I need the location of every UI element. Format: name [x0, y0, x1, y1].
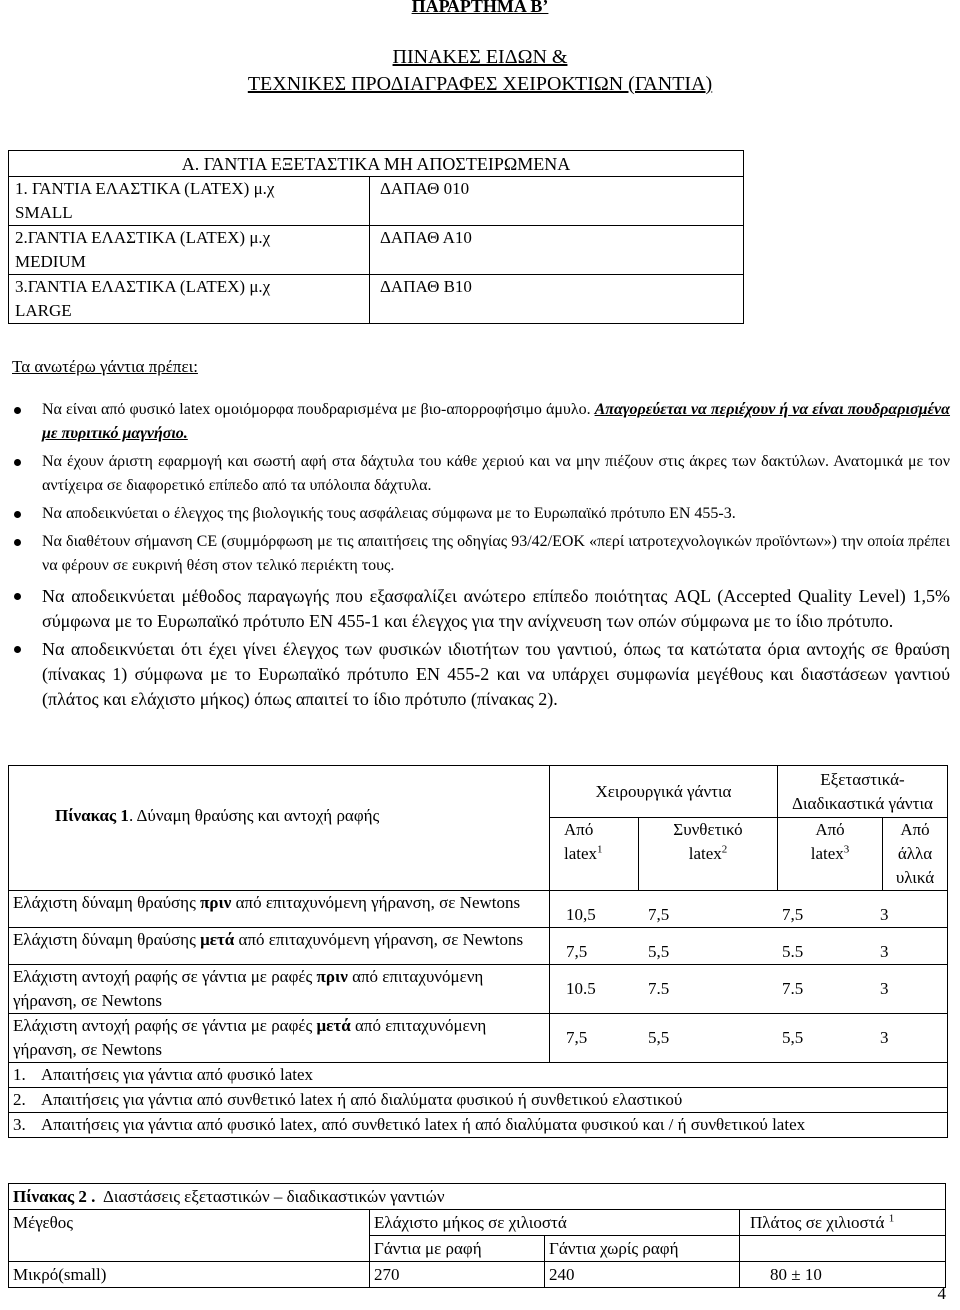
header-size: Μέγεθος [9, 1210, 370, 1262]
note-text: Απαιτήσεις για γάντια από φυσικό latex, από συνθετικό latex ή από διαλύματα φυσικού και / ή συνθετικού latex [41, 1115, 806, 1134]
table1-caption [9, 766, 550, 891]
value-exam-latex: 5,5 [782, 1028, 804, 1047]
catalog-item-2-size: MEDIUM [15, 252, 86, 271]
header-with-seam: Γάντια με ραφή [370, 1236, 545, 1262]
col-other-materials [883, 818, 948, 891]
value-synthetic-latex: 7.5 [648, 979, 670, 998]
header-width-text: Πλάτος σε χιλιοστά [750, 1213, 885, 1232]
glove-dimensions-table [8, 1183, 946, 1288]
note-number: 1. [13, 1065, 26, 1084]
catalog-item-3-size: LARGE [15, 301, 72, 320]
row-with-seam: 270 [370, 1262, 545, 1288]
exam-gloves-header-line1: Εξεταστικά- [820, 770, 905, 789]
catalog-item-3-name: 3.ΓΑΝΤΙΑ ΕΛΑΣΤΙΚΑ (LATEX) μ.χ [15, 277, 271, 296]
header-width-note: 1 [888, 1212, 895, 1225]
value-natural-latex: 7,5 [566, 1028, 588, 1047]
note-text: Απαιτήσεις για γάντια από συνθετικό latex ή από διαλύματα φυσικού ή συνθετικού ελαστικού [41, 1090, 683, 1109]
table-row [9, 891, 948, 928]
col-synthetic-latex-line1: Συνθετικό [673, 820, 743, 839]
header-width [740, 1210, 946, 1236]
note-text: Απαιτήσεις για γάντια από φυσικό latex [41, 1065, 314, 1084]
note-number: 2. [13, 1090, 26, 1109]
col-exam-latex-line1: Από [815, 820, 845, 839]
catalog-item-1-code: ΔΑΠΑΘ 010 [370, 177, 744, 226]
catalog-item-2-name: 2.ΓΑΝΤΙΑ ΕΛΑΣΤΙΚΑ (LATEX) μ.χ [15, 228, 271, 247]
tensile-strength-table [8, 765, 948, 1138]
row-label: Ελάχιστη αντοχή ραφής σε γάντια με ραφές μετά από επιταχυνόμενη γήρανση, σε Newtons [9, 1014, 550, 1063]
value-other-materials: 3 [880, 1028, 889, 1047]
value-natural-latex: 10,5 [566, 905, 596, 924]
header-width-blank [740, 1236, 946, 1262]
row-label: Ελάχιστη δύναμη θραύσης μετά από επιταχυνόμενη γήρανση, σε Newtons [9, 928, 550, 965]
row-label: Ελάχιστη αντοχή ραφής σε γάντια με ραφές πριν από επιταχυνόμενη γήρανση, σε Newtons [9, 965, 550, 1014]
col-exam-latex [778, 818, 883, 891]
row-label: Ελάχιστη δύναμη θραύσης πριν από επιταχυνόμενη γήρανση, σε Newtons [9, 891, 550, 928]
section-a-heading: Α. ΓΑΝΤΙΑ ΕΞΕΤΑΣΤΙΚΑ ΜΗ ΑΠΟΣΤΕΙΡΩΜΕΝΑ [9, 151, 744, 177]
value-exam-latex: 7,5 [782, 905, 804, 924]
row-width: 80 ± 10 [740, 1262, 946, 1288]
appendix-label: ΠΑΡΑΡΤΗΜΑ Β’ [411, 0, 549, 16]
col-natural-latex-note: 1 [597, 843, 603, 856]
requirement-item: Να αποδεικνύεται μέθοδος παραγωγής που εξασφαλίζει ανώτερο επίπεδο ποιότητας AQL (Accepted Quality Level) 1,5% σύμφωνα με το Ευρωπαϊκό πρότυπο ΕΝ 455-1 και έλεγχος για την ανίχνευση των οπών σύμφωνα με το ίδιο πρότυπο. [0, 584, 950, 634]
value-synthetic-latex: 7,5 [648, 905, 670, 924]
col-natural-latex-line1: Από [564, 820, 594, 839]
catalog-item-1 [9, 177, 370, 226]
table2-caption-label: Πίνακας 2 . [13, 1187, 96, 1206]
exam-gloves-header [778, 766, 948, 818]
catalog-item-3 [9, 275, 370, 324]
catalog-item-3-code: ΔΑΠΑΘ Β10 [370, 275, 744, 324]
gloves-catalog-table [8, 150, 744, 324]
table-note [9, 1063, 948, 1088]
row-values [550, 928, 948, 965]
page-title-line1: ΠΙΝΑΚΕΣ ΕΙΔΩΝ & [392, 46, 568, 68]
table-note [9, 1088, 948, 1113]
value-other-materials: 3 [880, 905, 889, 924]
col-synthetic-latex-line2: latex [688, 844, 722, 863]
table-row [9, 965, 948, 1014]
table1-caption-text: . Δύναμη θραύσης και αντοχή ραφής [128, 806, 380, 825]
page-number: 4 [937, 1284, 946, 1303]
table2-caption-text: Διαστάσεις εξεταστικών – διαδικαστικών γαντιών [95, 1187, 445, 1206]
requirement-item: Να έχουν άριστη εφαρμογή και σωστή αφή στα δάχτυλα του κάθε χεριού και να μην πιέζουν στις άκρες των δακτύλων. Ανατομικά με τον αντίχειρα σε διαφορετικό επίπεδο από τα υπόλοιπα δάχτυλα. [0, 450, 950, 498]
header-without-seam: Γάντια χωρίς ραφή [545, 1236, 740, 1262]
requirement-item: Να αποδεικνύεται ότι έχει γίνει έλεγχος των φυσικών ιδιοτήτων του γαντιού, όπως τα κατώτατα όρια αντοχής σε θραύση (πίνακας 1) σύμφωνα με το Ευρωπαϊκό πρότυπο ΕΝ 455-2 και να υπάρχει συμφωνία μεγέθους και διαστάσεων γαντιού (πλάτος και ελάχιστο μήκος) όπως απαιτεί το ίδιο πρότυπο (πίνακας 2). [0, 637, 950, 712]
col-synthetic-latex-note: 2 [721, 843, 728, 856]
requirements-list [0, 398, 950, 712]
requirement-item: Να αποδεικνύεται ο έλεγχος της βιολογικής τους ασφάλειας σύμφωνα με το Ευρωπαϊκό πρότυπο ΕΝ 455-3. [0, 502, 950, 526]
requirements-heading: Τα ανωτέρω γάντια πρέπει: [12, 357, 198, 376]
table1-caption-label: Πίνακας 1 [55, 806, 129, 825]
table2-caption [9, 1184, 946, 1210]
row-without-seam: 240 [545, 1262, 740, 1288]
requirement-item [0, 398, 950, 446]
catalog-item-1-size: SMALL [15, 203, 73, 222]
col-natural-latex-line2: latex [564, 844, 598, 863]
requirement-emphasis: Απαγορεύεται να περιέχουν ή να είναι πουδραρισμένα με πυριτικό μαγνήσιο. [42, 401, 951, 442]
col-other-materials-line2: υλικά [895, 868, 935, 887]
value-exam-latex: 7.5 [782, 979, 804, 998]
value-natural-latex: 7,5 [566, 942, 588, 961]
note-number: 3. [13, 1115, 26, 1134]
value-natural-latex: 10.5 [566, 979, 596, 998]
table-row [9, 1014, 948, 1063]
col-natural-latex [550, 818, 639, 891]
catalog-item-2-code: ΔΑΠΑΘ Α10 [370, 226, 744, 275]
row-size: Μικρό(small) [9, 1262, 370, 1288]
col-exam-latex-note: 3 [843, 843, 850, 856]
value-synthetic-latex: 5,5 [648, 1028, 670, 1047]
requirement-text: Να είναι από φυσικό latex ομοιόμορφα πουδραρισμένα με βιο-απορροφήσιμο άμυλο. [42, 401, 595, 418]
col-other-materials-line1: Από άλλα [897, 820, 933, 863]
header-min-length: Ελάχιστο μήκος σε χιλιοστά [370, 1210, 740, 1236]
table-note [9, 1113, 948, 1138]
table-row [9, 1262, 946, 1288]
col-synthetic-latex [639, 818, 778, 891]
catalog-item-2 [9, 226, 370, 275]
surgical-gloves-header: Χειρουργικά γάντια [550, 766, 778, 818]
row-values [550, 891, 948, 928]
value-exam-latex: 5.5 [782, 942, 804, 961]
requirement-item: Να διαθέτουν σήμανση CE (συμμόρφωση με τις απαιτήσεις της οδηγίας 93/42/ΕΟΚ «περί ιατροτεχνολογικών προϊόντων») την οποία πρέπει να φέρουν σε ευκρινή θέση στον τελικό περιέκτη τους. [0, 530, 950, 578]
row-values [550, 965, 948, 1014]
col-exam-latex-line2: latex [810, 844, 844, 863]
table-row [9, 928, 948, 965]
value-other-materials: 3 [880, 979, 889, 998]
value-other-materials: 3 [880, 942, 889, 961]
value-synthetic-latex: 5,5 [648, 942, 670, 961]
page-title-line2: ΤΕΧΝΙΚΕΣ ΠΡΟΔΙΑΓΡΑΦΕΣ ΧΕΙΡΟΚΤΙΩΝ (ΓΑΝΤΙΑ) [247, 73, 713, 95]
row-values [550, 1014, 948, 1063]
exam-gloves-header-line2: Διαδικαστικά γάντια [792, 794, 933, 813]
catalog-item-1-name: 1. ΓΑΝΤΙΑ ΕΛΑΣΤΙΚΑ (LATEX) μ.χ [15, 179, 275, 198]
